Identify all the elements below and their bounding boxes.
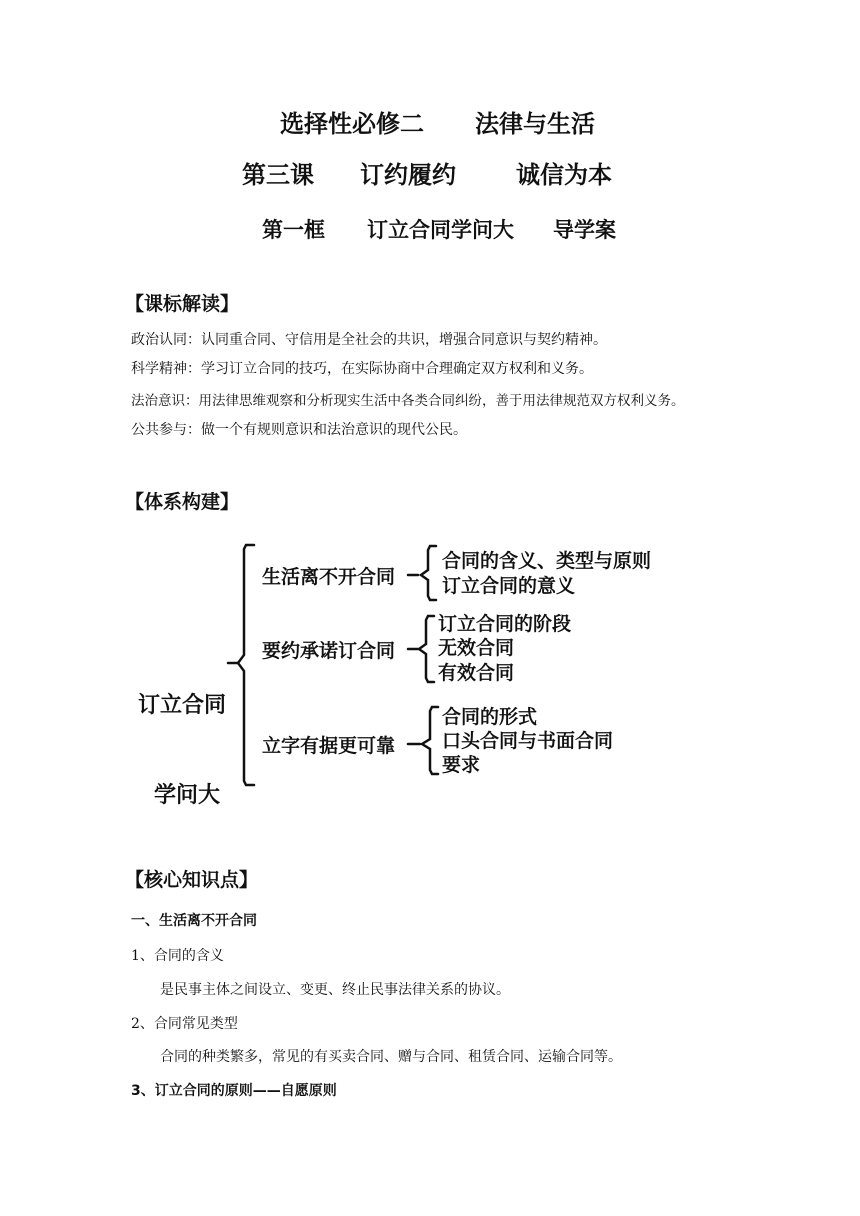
tree-root-line1: 订立合同 — [138, 693, 227, 718]
tree-branch-label: 立字有据更可靠 — [262, 735, 396, 757]
tree-leaf: 订立合同的阶段 — [438, 613, 572, 635]
title-course-right: 法律与生活 — [475, 110, 595, 138]
standards-item: 法治意识：用法律思维观察和分析现实生活中各类合同纠纷，善于用法律规范双方权利义务。 — [131, 393, 685, 409]
tree-leaf: 订立合同的意义 — [442, 575, 576, 597]
tree-leaf: 合同的形式 — [442, 706, 538, 728]
system-heading: 【体系构建】 — [125, 491, 240, 513]
title-lesson-name-b: 诚信为本 — [516, 161, 612, 189]
tree-leaf: 口头合同与书面合同 — [442, 730, 614, 752]
core-item-title: 1、合同的含义 — [131, 948, 224, 964]
title-lesson-number: 第三课 — [242, 161, 314, 189]
title-frame-number: 第一框 — [262, 218, 325, 242]
core-section-title: 一、生活离不开合同 — [131, 913, 257, 929]
standards-item: 政治认同：认同重合同、守信用是全社会的共识，增强合同意识与契约精神。 — [131, 332, 607, 348]
tree-branch-label: 要约承诺订合同 — [262, 640, 396, 662]
core-item-text: 合同的种类繁多，常见的有买卖合同、赠与合同、租赁合同、运输合同等。 — [160, 1049, 622, 1065]
title-frame-type: 导学案 — [553, 218, 616, 242]
tree-root-line2: 学问大 — [154, 783, 221, 808]
tree-branch-label: 生活离不开合同 — [262, 566, 396, 588]
core-item-text: 是民事主体之间设立、变更、终止民事法律关系的协议。 — [160, 982, 510, 998]
tree-leaf: 无效合同 — [438, 637, 515, 659]
core-item-title: 3、订立合同的原则——自愿原则 — [131, 1083, 337, 1099]
tree-leaf: 要求 — [442, 754, 481, 776]
core-item-title: 2、合同常见类型 — [131, 1016, 238, 1032]
tree-leaf: 合同的含义、类型与原则 — [442, 550, 652, 572]
core-heading: 【核心知识点】 — [125, 869, 259, 891]
title-lesson-name-a: 订约履约 — [360, 161, 456, 189]
standards-item: 科学精神：学习订立合同的技巧，在实际协商中合理确定双方权利和义务。 — [131, 361, 593, 377]
tree-root — [138, 631, 226, 841]
standards-item: 公共参与：做一个有规则意识和法治意识的现代公民。 — [131, 422, 467, 438]
tree-leaf: 有效合同 — [438, 662, 515, 684]
title-frame-name: 订立合同学问大 — [367, 218, 514, 242]
standards-heading: 【课标解读】 — [125, 293, 240, 315]
title-course-left: 选择性必修二 — [280, 110, 424, 138]
